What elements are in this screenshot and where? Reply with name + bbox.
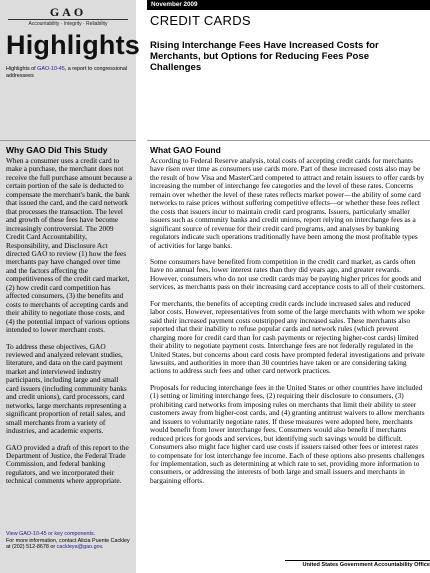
left-sidebar [0,0,140,573]
report-date: November 2009 [151,1,198,8]
view-report-link[interactable]: View GAO-10-45 or key components. [6,531,96,537]
gao-logo [8,6,128,27]
found-paragraph: For merchants, the benefits of accepting credit cards include increased sales and reduced labor costs. However, representatives from some of the large merchants with whom we spoke said their increased payment costs outstripped any increased sales. These merchants also reported that their inability to refuse popular cards and network rules (which prevent charging more for credit card than for cash payments or rejecting higher-cost cards) limited their ability to negotiate payment costs. Interchange fees are not federally regulated in the United States, but concerns about card costs have prompted federal investigations and private lawsuits, and authorities in more than 30 countries have taken or are considering taking actions to address such fees and other card network practices. [150,298,425,376]
contact-text: For more information, contact Alicia Puente Cackley at (202) 512-8678 or [6,537,130,551]
gao-tagline: Accountability · Integrity · Reliability [28,21,108,27]
agency-footer: United States Government Accountability Office [285,560,430,568]
report-line [6,66,132,80]
found-paragraph: According to Federal Reserve analysis, total costs of accepting credit cards for merchants have risen over time as consumers use cards more. Part of these increased costs also may be the result of how Visa and MasterCard competed to attract and retain issuers to offer cards by increasing the number of interchange fee categories and the level of these rates. Concerns remain over whether the level of these rates reflects market power—the ability of some card networks to raise prices without suffering competitive effects—or whether these fees reflect the costs that issuers incur to maintain credit card programs. Issuers, particularly smaller issuers such as community banks and credit unions, report relying on interchange fees as a significant source of revenue for their credit card programs, and analyses by banking regulators indicate such operations traditionally have been among the most profitable types of activities for large banks. [150,156,425,250]
date-bar [147,0,430,10]
contact-box [6,531,132,551]
gao-logo-text: GAO [49,5,87,19]
highlights-title: Highlights [6,30,140,60]
found-paragraph: Some consumers have benefited from competition in the credit card market, as cards often have no annual fees, lower interest rates than they did years ago, and greater rewards. However, consumers who do not use credit cards may be paying higher prices for goods and services, as merchants pass on their increasing card acceptance costs to all of their customers. [150,256,425,292]
document-title: CREDIT CARDS [150,13,251,28]
why-paragraph: When a consumer uses a credit card to make a purchase, the merchant does not receive the full purchase amount because a certain portion of the sale is deducted to compensate the merchant's bank, the bank that issued the card, and the card network that processes the transaction. The level and growth of these fees have become increasingly controversial. The 2009 Credit Card Accountability, Responsibility, and Disclosure Act directed GAO to review (1) how the fees merchants pay have changed over time and the factors affecting the competitiveness of the credit card market, (2) how credit card competition has affected consumers, (3) the benefits and costs to merchants of accepting cards and their ability to negotiate those costs, and (4) the potential impact of various options intended to lower merchant costs. [6,156,133,335]
report-link[interactable]: GAO-10-45 [37,66,65,72]
what-gao-found-heading: What GAO Found [150,145,221,155]
why-gao-body [6,157,132,494]
report-line-suffix: , a report to congressional addressees [6,66,128,79]
document-subtitle: Rising Interchange Fees Have Increased Costs for Merchants, but Options for Reducing Fees Pose Challenges [150,40,379,73]
why-gao-heading: Why GAO Did This Study [6,145,108,155]
why-paragraph: GAO provided a draft of this report to the Department of Justice, the Federal Trade Commission, and federal banking regulators, and we incorporated their technical comments where appropriate. [6,442,129,486]
report-line-prefix: Highlights of [6,66,38,72]
why-paragraph: To address these objectives, GAO reviewed and analyzed relevant studies, literature, and data on the card payment market and interviewed industry participants, including large and small card issuers (including community banks and credit unions), card processors, card networks, large merchants representing a significant proportion of retail sales, and small merchants from a variety of industries, and academic experts. [6,341,127,436]
found-paragraph: Proposals for reducing interchange fees in the United States or other countries have included (1) setting or limiting interchange fees, (2) requiring their disclosure to consumers, (3) prohibiting card networks from imposing rules on merchants that limit their ability to steer customers away from higher-cost cards, and (4) granting antitrust waivers to allow merchants and issuers to voluntarily negotiate rates. If these measures were adopted here, merchants would benefit from lower interchange fees. Consumers would also benefit if merchants reduced prices for goods and services, but identifying such savings would be difficult. Consumers also might face higher card use costs if issuers raised other fees or interest rates to compensate for lost interchange fee income. Each of these options also presents challenges for implementation, such as determining at which rate to set, providing more information to consumers, or addressing the interests of both large and small issuers and merchants in bargaining efforts. [150,382,425,485]
what-gao-found-body [150,157,425,493]
contact-email-link[interactable]: cackleya@gao.gov. [56,544,104,551]
